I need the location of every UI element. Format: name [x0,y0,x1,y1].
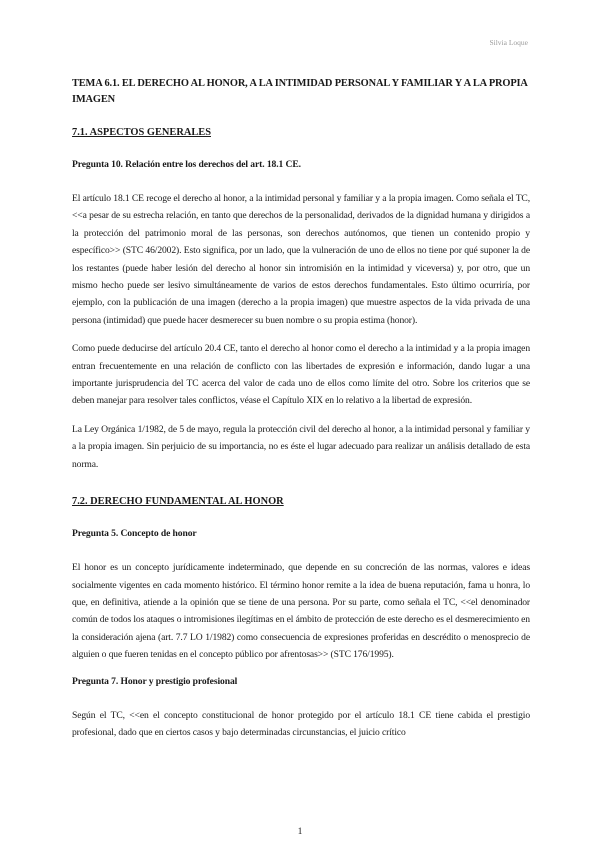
document-title: TEMA 6.1. EL DERECHO AL HONOR, A LA INTIMIDAD PERSONAL Y FAMILIAR Y A LA PROPIA IMAGEN [72,78,528,105]
paragraph-prestigio-profesional: Según el TC, <<en el concepto constitucional de honor protegido por el artículo 18.1 CE tiene cabida el prestigio profesional, dado que en ciertos casos y bajo determinadas circunstancias, el juicio crítico [72,709,530,738]
paragraph-art-20-4: Como puede deducirse del artículo 20.4 CE, tanto el derecho al honor como el derecho a la intimidad y a la propia imagen entran frecuentemente en una relación de conflicto con las libertades de expresión e información, dando lugar a una importante jurisprudencia del TC acerca del valor de cada uno de ellos como límite del otro. Sobre los criterios que se deben manejar para resolver tales conflictos, véase el Capítulo XIX en lo relativo a la libertad de expresión. [72,343,530,407]
question-heading-10: Pregunta 10. Relación entre los derechos del art. 18.1 CE. [72,159,301,170]
question-heading-7: Pregunta 7. Honor y prestigio profesional [72,675,238,687]
page-number: 1 [297,826,303,837]
paragraph-ley-organica: La Ley Orgánica 1/1982, de 5 de mayo, regula la protección civil del derecho al honor, a la intimidad personal y familiar y a la propia imagen. Sin perjuicio de su importancia, no es éste el lugar adecuado para realizar un análisis detallado de esta norma. [72,423,530,470]
question-heading-5: Pregunta 5. Concepto de honor [72,528,197,540]
header-author: Silvia Loque [489,38,528,47]
section-heading-aspectos-generales: 7.1. ASPECTOS GENERALES [72,127,211,138]
paragraph-art-18-1: El artículo 18.1 CE recoge el derecho al honor, a la intimidad personal y familiar y a la propia imagen. Como señala el TC, <<a pesar de su estrecha relación, en tanto que derechos de la personalidad, derivados de la dignidad humana y dirigidos a la protección del patrimonio moral de las personas, son derechos autónomos, que tienen un contenido propio y específico>> (STC 46/2002). Esto significa, por un lado, que la vulneración de uno de ellos no tiene por qué suponer la de los restantes (puede haber lesión del derecho al honor sin intromisión en la intimidad y viceversa) y, por otro, que un mismo hecho puede ser lesivo simultáneamente de varios de estos derechos fundamentales. Esto último ocurriría, por ejemplo, con la publicación de una imagen (derecho a la propia imagen) que muestre aspectos de la vida privada de una persona (intimidad) que puede hacer desmerecer su buen nombre o su propia estima (honor). [72,193,530,326]
section-heading-derecho-honor: 7.2. DERECHO FUNDAMENTAL AL HONOR [72,496,284,508]
page-content [72,76,530,752]
paragraph-concepto-honor: El honor es un concepto jurídicamente indeterminado, que depende en su concreción de las normas, valores e ideas socialmente vigentes en cada momento histórico. El término honor remite a la idea de buena reputación, fama u honra, lo que, en definitiva, atiende a la opinión que se tiene de una persona. Por su parte, como señala el TC, <<el denominador común de todos los ataques o intromisiones ilegítimas en el ámbito de protección de este derecho es el desmerecimiento en la consideración ajena (art. 7.7 LO 1/1982) como consecuencia de expresiones proferidas en descrédito o menosprecio de alguien o que fueren tenidas en el concepto público por afrentosas>> (STC 176/1995). [72,562,530,661]
